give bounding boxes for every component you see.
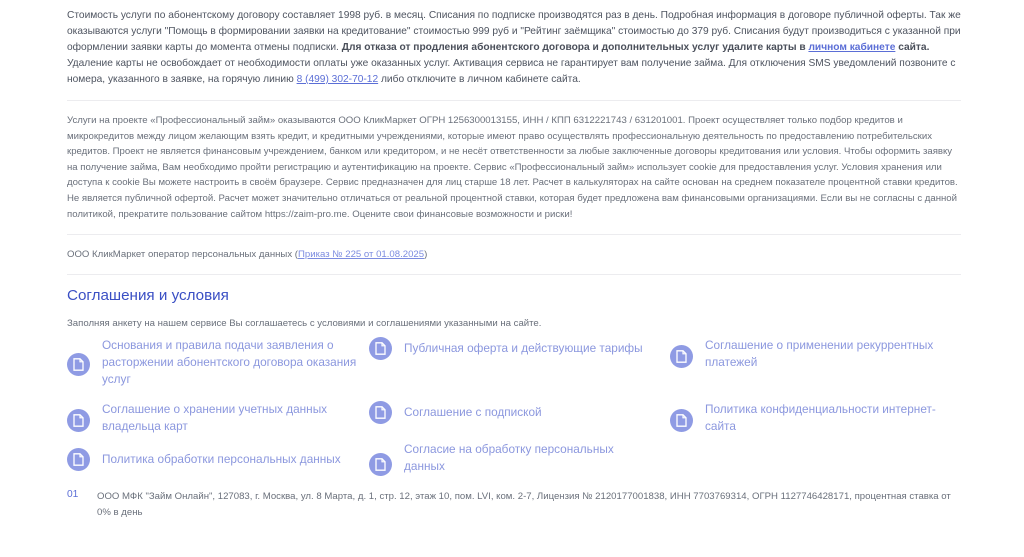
operator-prefix: ООО КликМаркет оператор персональных данных ( [67,249,298,261]
notice-bold-1: Для отказа от продления абонентского договора и дополнительных услуг удалите карты в [341,42,809,53]
agreements-list [67,331,961,481]
document-icon [369,453,392,476]
document-icon [67,353,90,376]
agreement-label: Политика конфиденциальности интернет-сайта [705,402,936,434]
agreement-label: Согласие на обработку персональных данных [404,442,614,474]
document-icon [67,409,90,432]
document-icon [369,337,392,360]
document-icon [670,345,693,368]
agreement-link-personal-data-policy[interactable] [67,448,357,476]
agreement-label: Политика обработки персональных данных [102,452,341,467]
notice-text-1: Стоимость услуги по абонентскому договору составляет 1998 руб. в месяц. Списания по подписке производятся раз в день. Подробная информация в договоре публичной оферты. Так же оказываются услуги "Помощь в формировании заявки на кредитование" стоимостью 999 руб и "Рейтинг заёмщика" стоимостью до 379 руб. Списания будут производиться с указанной при оформлении заявки карты до момента отмены подписки. [67,10,961,53]
agreement-label: Публичная оферта и действующие тарифы [404,341,643,356]
partner-item [67,489,961,529]
agreement-label: Соглашение о применении рекуррентных платежей [705,338,934,370]
data-operator-text [67,235,961,274]
partner-text: ООО МФК "Займ Онлайн", 127083, г. Москва, ул. 8 Марта, д. 1, стр. 12, этаж 10, пом. LVI, ком. 2-7, Лицензия № 2120177001838, ИНН 7703769314, ОГРН 1127746428171, процентная ставка от 0% в день [97,491,951,519]
agreement-link-cancellation-rules[interactable] [67,337,357,389]
agreements-title: Соглашения и условия [67,287,229,305]
operator-suffix: ) [424,249,428,261]
agreements-subtitle: Заполняя анкету на нашем сервисе Вы соглашаетесь с условиями и соглашениями указанными на сайте. [67,318,542,330]
subscription-notice [67,0,961,88]
agreement-link-card-data-storage[interactable] [67,401,357,437]
service-info-text: Услуги на проекте «Профессиональный займ» оказываются ООО КликМаркет ОГРН 1256300013155, ИНН / КПП 6312221743 / 631201001. Проект осуществляет только подбор кредитов и микрокредитов между лицом желающим взять кредит, и кредитными учреждениями, которые имеют право осуществлять профессиональную деятельность по предоставлению потребительских кредитов. Проект не является финансовым учреждением, банком или кредитором, и не несёт ответственности за любые заключенные договоры кредитования или условия. Чтобы оформить заявку на получение займа, Вам необходимо пройти регистрацию и аутентификацию на проекте. Сервис «Профессиональный займ» использует cookie для предоставления услуг. Условия хранения или доступа к cookie Вы можете настроить в своём браузере. Сервис предназначен для лиц старше 18 лет. Расчет в калькуляторах на сайте основан на среднем показателе процентной ставки кредитов. Не является публичной офертой. Расчет может значительно отличаться от реальной процентной ставки, которая будет предложена вам финансовыми организациями. Если вы не согласны с данной политикой, прекратите пользование сайтом https://zaim-pro.me. Оцените свои финансовые возможности и риски! [67,115,958,220]
agreement-link-privacy-policy[interactable] [670,401,960,437]
document-icon [670,409,693,432]
page-content [67,0,961,529]
agreement-link-personal-data-consent[interactable] [369,441,659,477]
agreement-link-subscription[interactable] [369,401,659,431]
partner-number: 01 [67,489,79,501]
personal-cabinet-link[interactable]: личном кабинете [808,42,896,53]
notice-text-3: либо отключите в личном кабинете сайта. [378,74,581,85]
notice-bold-2: сайта. [895,42,930,53]
hotline-phone-link[interactable]: 8 (499) 302-70-12 [296,74,379,85]
agreement-label: Основания и правила подачи заявления о расторжении абонентского договора оказания услуг [102,338,357,387]
agreement-label: Соглашение с подпиской [404,405,542,420]
document-icon [67,448,90,471]
agreement-link-public-offer[interactable] [369,337,659,367]
agreement-label: Соглашение о хранении учетных данных владельца карт [102,402,328,434]
agreement-link-recurring-payments[interactable] [670,337,960,373]
notice-text-2: Удаление карты не освобождает от необходимости оплаты уже оказанных услуг. Активация сервиса не гарантирует вам получение займа. Для отключения SMS уведомлений позвоните с номера, указанного в заявке, на горячую линию [67,58,956,85]
document-icon [369,401,392,424]
operator-order-link[interactable]: Приказ № 225 от 01.08.2025 [297,249,425,261]
